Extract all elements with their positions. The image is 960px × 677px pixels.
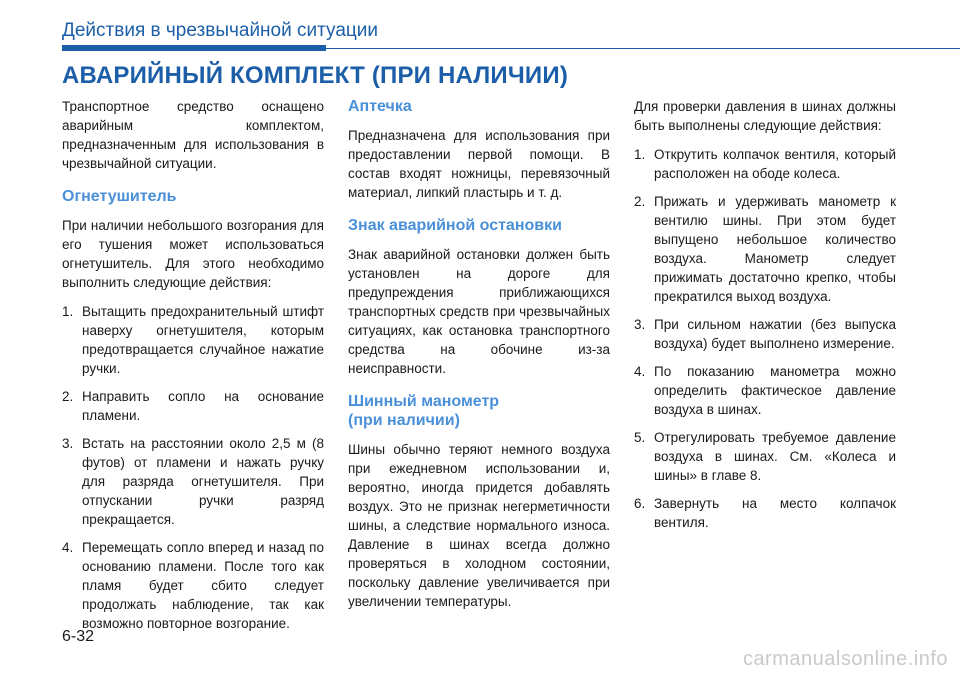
step-text: Прижать и удерживать манометр к вентилю шины. При этом будет выпущено небольшое количество воздуха. Манометр следует прижимать достаточно крепко, чтобы прекратился выход воздуха.: [654, 194, 896, 304]
column-1: [62, 97, 324, 642]
list-item: [62, 302, 324, 378]
step-number: 4.: [634, 364, 646, 379]
list-item: [634, 428, 896, 485]
step-text: Перемещать сопло вперед и назад по основанию пламени. После того как пламя будет сбито следует продолжать наблюдение, так как возможно повторное возгорание.: [82, 540, 324, 631]
step-number: 2.: [62, 389, 74, 404]
list-item: [62, 387, 324, 425]
step-number: 3.: [634, 317, 646, 332]
tire-gauge-paragraph: Шины обычно теряют немного воздуха при ежедневном использовании и, вероятно, иногда придется добавлять воздух. Это не признак негерметичности шины, а следствие нормального износа. Давление в шинах всегда должно проверяться в холодном состоянии, поскольку давление увеличивается при увеличении температуры.: [348, 442, 610, 609]
step-text: По показанию манометра можно определить фактическое давление воздуха в шинах.: [654, 364, 896, 417]
step-number: 3.: [62, 436, 74, 451]
step-text: Встать на расстоянии около 2,5 м (8 футов) от пламени и нажать ручку для разряда огнетушителя. При отпускании ручки разряд прекращается.: [82, 436, 324, 527]
tire-check-steps: [634, 145, 896, 532]
heading-warning-triangle: Знак аварийной остановки: [348, 217, 562, 234]
list-item: [62, 434, 324, 529]
step-text: Вытащить предохранительный штифт наверху огнетушителя, которым предотвращается случайное нажатие ручки.: [82, 304, 324, 376]
list-item: [634, 362, 896, 419]
step-number: 1.: [634, 147, 646, 162]
column-3: [634, 97, 896, 541]
intro-paragraph: Транспортное средство оснащено аварийным комплектом, предназначенным для использования в чрезвычайной ситуации.: [62, 99, 324, 171]
heading-tire-gauge-line2: (при наличии): [348, 412, 460, 429]
main-title: АВАРИЙНЫЙ КОМПЛЕКТ (ПРИ НАЛИЧИИ): [62, 62, 569, 89]
step-text: При сильном нажатии (без выпуска воздуха) будет выполнено измерение.: [654, 317, 896, 351]
step-text: Открутить колпачок вентиля, который расположен на ободе колеса.: [654, 147, 896, 181]
watermark: carmanualsonline.info: [742, 648, 948, 670]
step-text: Отрегулировать требуемое давление воздуха в шинах. См. «Колеса и шины» в главе 8.: [654, 430, 896, 483]
step-number: 1.: [62, 304, 74, 319]
header-rule-thin: [326, 48, 960, 49]
header-rule-thick: [62, 45, 326, 51]
step-text: Завернуть на место колпачок вентиля.: [654, 496, 896, 530]
list-item: [634, 192, 896, 306]
list-item: [634, 145, 896, 183]
section-title: Действия в чрезвычайной ситуации: [62, 20, 378, 41]
heading-tire-gauge-line1: Шинный манометр: [348, 393, 500, 410]
step-number: 5.: [634, 430, 646, 445]
step-number: 6.: [634, 496, 646, 511]
fire-extinguisher-paragraph: При наличии небольшого возгорания для его тушения может использоваться огнетушитель. Для этого необходимо выполнить следующие действия:: [62, 218, 324, 290]
heading-tire-gauge: [348, 392, 610, 430]
step-text: Направить сопло на основание пламени.: [82, 389, 324, 423]
heading-fire-extinguisher: Огнетушитель: [62, 188, 177, 205]
warning-triangle-paragraph: Знак аварийной остановки должен быть установлен на дороге для предупреждения приближающихся транспортных средств при чрезвычайных ситуациях, как остановка транспортного средства на обочине из-за неисправности.: [348, 247, 610, 376]
heading-first-aid-kit: Аптечка: [348, 98, 412, 115]
step-number: 2.: [634, 194, 646, 209]
list-item: [62, 538, 324, 633]
step-number: 4.: [62, 540, 74, 555]
page-number: 6-32: [62, 628, 95, 645]
tire-check-intro: Для проверки давления в шинах должны быть выполнены следующие действия:: [634, 99, 896, 133]
fire-extinguisher-steps: [62, 302, 324, 633]
first-aid-kit-paragraph: Предназначена для использования при предоставлении первой помощи. В состав входят ножницы, перевязочный материал, липкий пластырь и т. д.: [348, 128, 610, 200]
list-item: [634, 315, 896, 353]
column-2: [348, 97, 610, 621]
list-item: [634, 494, 896, 532]
